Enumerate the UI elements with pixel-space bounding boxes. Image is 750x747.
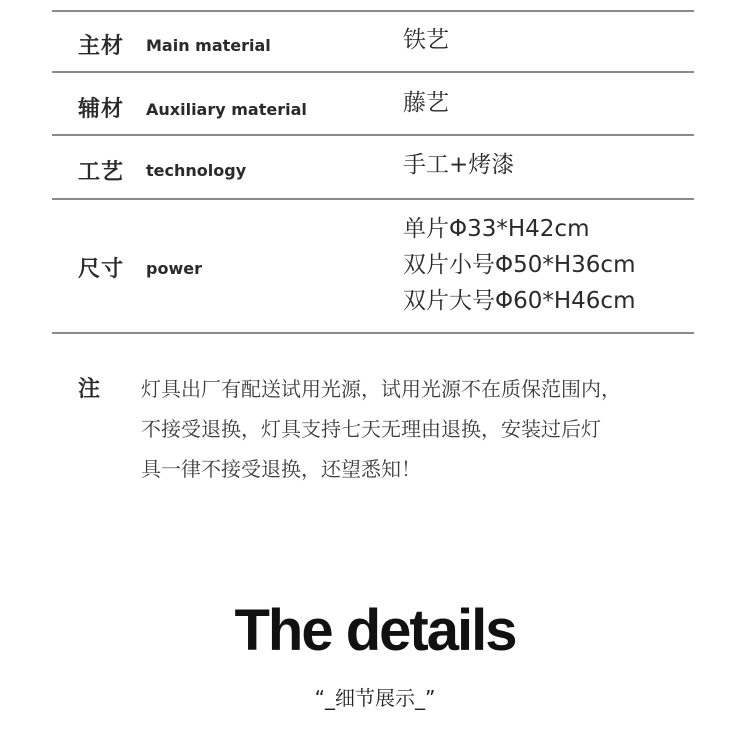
row-label-cn: 辅材 — [78, 97, 125, 122]
row-value: 藤艺 — [403, 90, 449, 116]
row-label-en: Auxiliary material — [146, 100, 307, 119]
size-value-single: 单片Φ33*H42cm — [403, 216, 590, 242]
table-divider — [52, 332, 694, 334]
row-label-en: power — [146, 259, 202, 278]
size-value-double-large: 双片大号Φ60*H46cm — [403, 288, 636, 314]
table-row-auxiliary-material — [52, 72, 694, 135]
details-subheading: “_细节展示_” — [314, 686, 436, 710]
table-row-size — [52, 199, 694, 333]
row-label-cn: 主材 — [78, 34, 125, 59]
row-label-en: technology — [146, 161, 247, 180]
note-line: 不接受退换，灯具支持七天无理由退换，安装过后灯 — [141, 417, 601, 441]
row-label-cn: 尺寸 — [78, 257, 125, 282]
row-value: 铁艺 — [403, 27, 449, 53]
note-line: 具一律不接受退换，还望悉知！ — [141, 457, 421, 481]
row-value: 手工+烤漆 — [403, 152, 515, 178]
details-heading: The details — [234, 598, 516, 663]
size-value-double-small: 双片小号Φ50*H36cm — [403, 252, 636, 278]
table-row-main-material — [52, 10, 694, 72]
row-label-en: Main material — [146, 36, 271, 55]
note-text — [141, 372, 711, 489]
table-row-technology — [52, 135, 694, 199]
note-line: 灯具出厂有配送试用光源，试用光源不在质保范围内， — [141, 377, 621, 401]
note-label: 注 — [78, 377, 101, 402]
row-label-cn: 工艺 — [78, 160, 125, 185]
